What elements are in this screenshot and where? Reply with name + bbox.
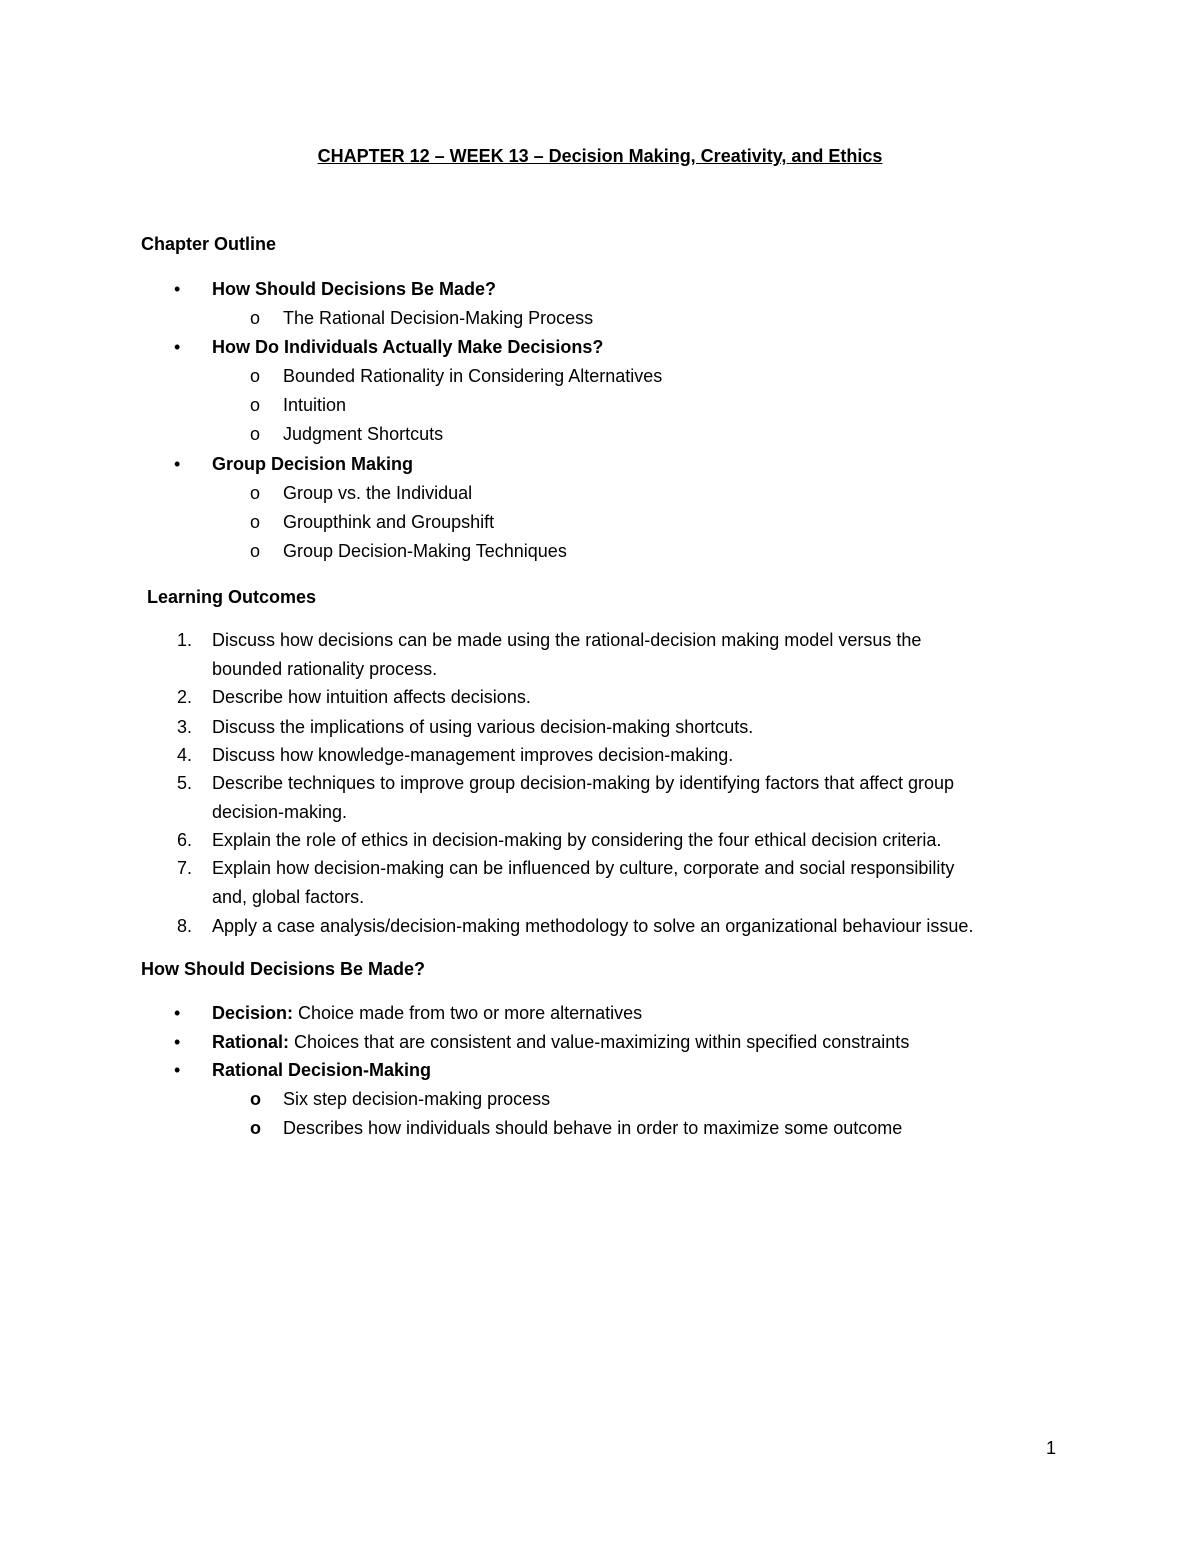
decisions-heading: How Should Decisions Be Made? [141,959,426,979]
sub-bullet-icon: o [250,308,261,328]
outcome-text-continued: bounded rationality process. [212,659,438,679]
bullet-icon: • [174,1032,181,1052]
outcome-number: 3. [176,717,192,737]
sub-bullet-icon: o [250,1089,261,1109]
outline-subitem: Group Decision-Making Techniques [283,541,567,561]
outcome-text: Apply a case analysis/decision-making methodology to solve an organizational behaviour issue. [212,916,974,936]
decision-subitem: Describes how individuals should behave in order to maximize some outcome [283,1118,903,1138]
outline-subitem: Group vs. the Individual [283,483,473,503]
sub-bullet-icon: o [250,395,261,415]
sub-bullet-icon: o [250,424,261,444]
bullet-icon: • [174,454,181,474]
outcome-text: Describe how intuition affects decisions. [212,687,531,707]
outcome-number: 5. [176,773,192,793]
chapter-outline-heading: Chapter Outline [141,234,277,254]
outcome-number: 1. [176,630,192,650]
outline-section: Group Decision Making [212,454,414,474]
definition-text: Choices that are consistent and value-maximizing within specified constraints [289,1032,910,1052]
outline-subitem: Groupthink and Groupshift [283,512,495,532]
outcome-text: Discuss how decisions can be made using the rational-decision making model versus the [212,630,922,650]
bullet-icon: • [174,279,181,299]
outcome-text: Discuss how knowledge-management improves decision-making. [212,745,734,765]
sub-bullet-icon: o [250,483,261,503]
page-number: 1 [1046,1438,1057,1458]
sub-bullet-icon: o [250,512,261,532]
outcome-number: 4. [176,745,192,765]
decision-subitem: Six step decision-making process [283,1089,551,1109]
outcome-number: 6. [176,830,192,850]
definition-term: Rational: [212,1032,290,1052]
outline-subitem: Bounded Rationality in Considering Alternatives [283,366,663,386]
outline-subitem: Judgment Shortcuts [283,424,444,444]
outcome-number: 8. [176,916,192,936]
bullet-icon: • [174,1060,181,1080]
outcome-text: Describe techniques to improve group decision-making by identifying factors that affect group [212,773,955,793]
definition-term: Rational Decision-Making [212,1060,432,1080]
document-title: CHAPTER 12 – WEEK 13 – Decision Making, Creativity, and Ethics [317,146,883,166]
learning-outcomes-heading: Learning Outcomes [147,587,317,607]
outline-section: How Should Decisions Be Made? [212,279,497,299]
definition-item [212,1000,642,1026]
bullet-icon: • [174,1003,181,1023]
definition-term: Decision: [212,1003,294,1023]
outcome-text: Discuss the implications of using various decision-making shortcuts. [212,717,754,737]
sub-bullet-icon: o [250,366,261,386]
outline-subitem: The Rational Decision-Making Process [283,308,594,328]
outcome-number: 2. [176,687,192,707]
outcome-number: 7. [176,858,192,878]
outcome-text: Explain the role of ethics in decision-making by considering the four ethical decision criteria. [212,830,942,850]
definition-text: Choice made from two or more alternatives [293,1003,643,1023]
definition-item [212,1029,909,1055]
sub-bullet-icon: o [250,541,261,561]
outline-subitem: Intuition [283,395,347,415]
outcome-text-continued: and, global factors. [212,887,365,907]
bullet-icon: • [174,337,181,357]
outline-section: How Do Individuals Actually Make Decisions? [212,337,604,357]
outcome-text: Explain how decision-making can be influenced by culture, corporate and social responsibility [212,858,955,878]
definition-item [212,1057,431,1083]
outcome-text-continued: decision-making. [212,802,348,822]
sub-bullet-icon: o [250,1118,261,1138]
